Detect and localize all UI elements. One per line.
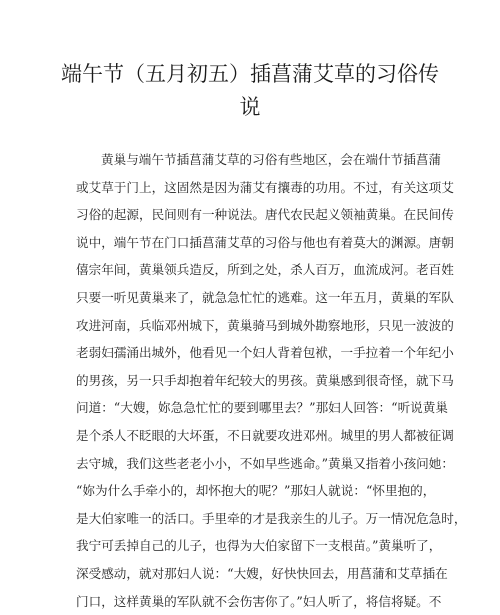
body-line: 深受感动，就对那妇人说：“大嫂，好快快回去，用菖蒲和艾草插在 (76, 560, 432, 588)
body-line: 是大伯家唯一的活口。手里牵的才是我亲生的儿子。万一情况危急时， (76, 505, 432, 533)
body-line: 僖宗年间，黄巢领兵造反，所到之处，杀人百万，血流成河。老百姓 (76, 256, 432, 284)
body-line: 或艾草于门上，这固然是因为蒲艾有攘毒的功用。不过，有关这项艾 (76, 174, 432, 202)
body-line: 习俗的起源，民间则有一种说法。唐代农民起义领袖黄巢。在民间传 (76, 201, 432, 229)
body-line: 问道：“大嫂，妳急急忙忙的要到哪里去？”那妇人回答：“听说黄巢 (76, 394, 432, 422)
body-line: 门口，这样黄巢的军队就不会伤害你了。”妇人听了，将信将疑。不 (76, 588, 432, 615)
body-line: 老弱妇孺涌出城外，他看见一个妇人背着包袱，一手拉着一个年纪小 (76, 339, 432, 367)
title-line-1: 端午节（五月初五）插菖蒲艾草的习俗传 (60, 58, 440, 91)
body-line: 说中，端午节在门口插菖蒲艾草的习俗与他也有着莫大的渊源。唐朝 (76, 229, 432, 257)
body-line: 去守城，我们这些老老小小，不如早些逃命。”黄巢又指着小孩问她： (76, 450, 432, 478)
body-line: 黄巢与端午节插菖蒲艾草的习俗有些地区，会在端什节插菖蒲 (76, 146, 432, 174)
title-line-2: 说 (60, 91, 440, 124)
body-line: 我宁可丢掉自己的儿子，也得为大伯家留下一支根苗。”黄巢听了， (76, 532, 432, 560)
article-body (76, 146, 432, 615)
page-title (60, 58, 440, 124)
body-line: 攻进河南，兵临邓州城下，黄巢骑马到城外勘察地形，只见一波波的 (76, 312, 432, 340)
body-line: 是个杀人不眨眼的大坏蛋，不日就要攻进邓州。城里的男人都被征调 (76, 422, 432, 450)
body-line: 的男孩，另一只手却抱着年纪较大的男孩。黄巢感到很奇怪，就下马 (76, 367, 432, 395)
body-line: “妳为什么手牵小的，却怀抱大的呢？”那妇人就说：“怀里抱的， (76, 477, 432, 505)
body-line: 只要一听见黄巢来了，就急急忙忙的逃难。这一年五月，黄巢的军队 (76, 284, 432, 312)
